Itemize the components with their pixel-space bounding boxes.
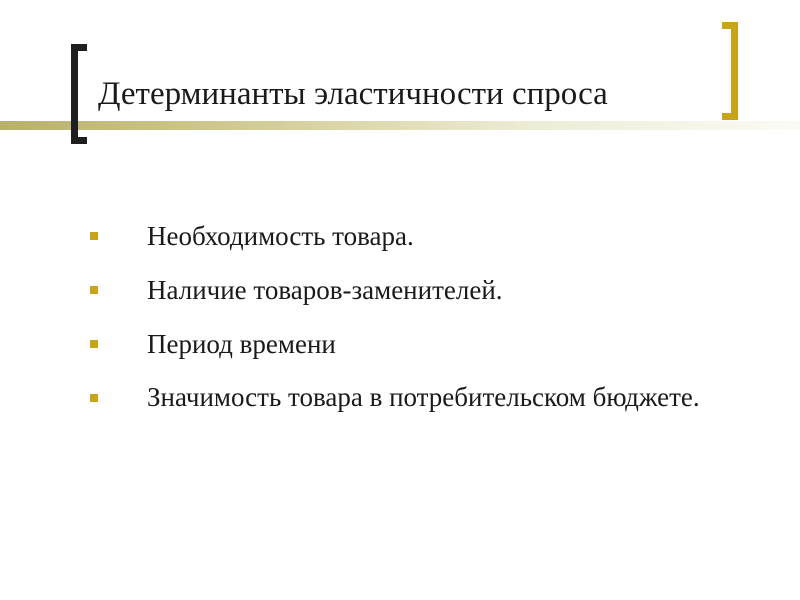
bullet-item (90, 322, 730, 366)
square-bullet-icon (90, 286, 98, 294)
slide-title: Детерминанты эластичности спроса (98, 76, 608, 112)
square-bullet-icon (90, 232, 98, 240)
bullet-list (90, 214, 730, 428)
bullet-item (90, 376, 730, 418)
title-underline-rule (0, 121, 800, 130)
bullet-text: Значимость товара в потребительском бюджете. (147, 382, 700, 412)
bullet-item (90, 214, 730, 258)
left-bracket-decoration (71, 44, 87, 144)
bullet-text: Наличие товаров-заменителей. (147, 275, 503, 305)
bullet-item (90, 268, 730, 312)
square-bullet-icon (90, 394, 98, 402)
square-bullet-icon (90, 340, 98, 348)
right-bracket-decoration (722, 22, 738, 120)
bullet-text: Период времени (147, 329, 336, 359)
bullet-text: Необходимость товара. (147, 221, 414, 251)
